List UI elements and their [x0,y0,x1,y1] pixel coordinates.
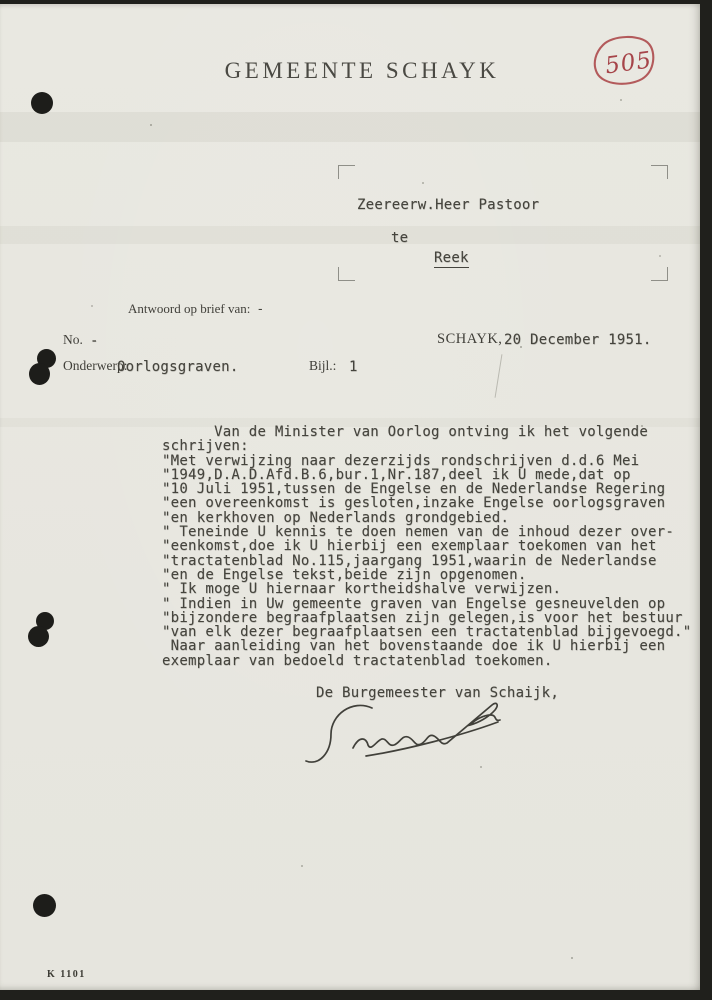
enclosure-value: 1 [349,359,358,375]
ink-blob [29,363,50,385]
reply-to-value: - [256,302,265,317]
recipient-preposition: te [391,230,409,246]
signature-underline-stroke [366,722,498,756]
body-line: "en kerkhoven op Nederlands grondgebied. [162,509,510,526]
scan-streak [0,112,700,142]
signature-initial-stroke [306,705,372,762]
recipient-place: Reek [434,250,469,266]
signature [290,690,514,782]
address-bracket-bottom-left [338,267,355,281]
body-line: "1949,D.A.D.Afd.B.6,bur.1,Nr.187,deel ik U mede,dat op [162,466,631,483]
letter-body [162,425,691,668]
ink-blob [28,626,49,647]
body-line: "tractatenblad No.115,jaargang 1951,waarin de Nederlandse [162,552,657,569]
body-line: "Met verwijzing naar dezerzijds rondschrijven d.d.6 Mei [162,452,640,469]
reply-to-label: Antwoord op brief van: [128,301,251,316]
subject-value: Oorlogsgraven. [117,359,239,375]
reply-to-row [128,301,264,317]
punch-hole [33,894,56,917]
subject-label: Onderwerp: [63,358,128,373]
letter-date: 20 December 1951. [504,332,652,348]
address-bracket-bottom-right [651,267,668,281]
body-line: "een overeenkomst is gesloten,inzake Engelse oorlogsgraven [162,495,666,512]
address-bracket-top-left [338,165,355,179]
address-bracket-top-right [651,165,668,179]
place-name: SCHAYK, [437,331,503,347]
body-line: Van de Minister van Oorlog ontving ik het volgende [162,424,649,440]
scan-streak [0,226,700,244]
body-line: schrijven: [162,438,249,455]
archive-number-text: 505 [603,47,654,80]
letterhead-title: GEMEENTE SCHAYK [224,58,500,83]
scan-scratch [495,354,503,398]
body-line: " Teneinde U kennis te doen nemen van de inhoud dezer over- [162,524,675,541]
enclosure-label: Bijl.: [309,358,337,373]
number-label: No. [63,332,83,347]
form-code: K 1101 [47,969,86,980]
archive-number-mark [588,32,660,90]
body-line: exemplaar van bedoeld tractatenblad toekomen. [162,652,553,669]
signoff-line: De Burgemeester van Schaijk, [316,685,560,701]
body-line: "eenkomst,doe ik U hierbij een exemplaar toekomen van het [162,538,657,555]
body-line: " Ik moge U hiernaar kortheidshalve verwijzen. [162,581,562,598]
letter-paper [0,4,700,990]
body-line: "bijzondere begraafplaatsen zijn gelegen,is voor het bestuur [162,609,683,626]
paper-specks [0,4,2,6]
body-line: " Indien in Uw gemeente graven van Engelse gesneuvelden op [162,595,666,612]
body-line: "van elk dezer begraafplaatsen een tractatenblad bijgevoegd." [162,624,692,641]
number-value: - [90,333,99,349]
punch-hole [31,92,53,114]
body-line: "en de Engelse tekst,beide zijn opgenomen. [162,566,527,583]
body-line: "10 Juli 1951,tussen de Engelse en de Nederlandse Regering [162,481,666,498]
body-line: Naar aanleiding van het bovenstaande doe ik U hierbij een [162,638,666,655]
recipient-name: Zeereerw.Heer Pastoor [357,197,540,213]
signature-name-stroke [353,703,500,748]
